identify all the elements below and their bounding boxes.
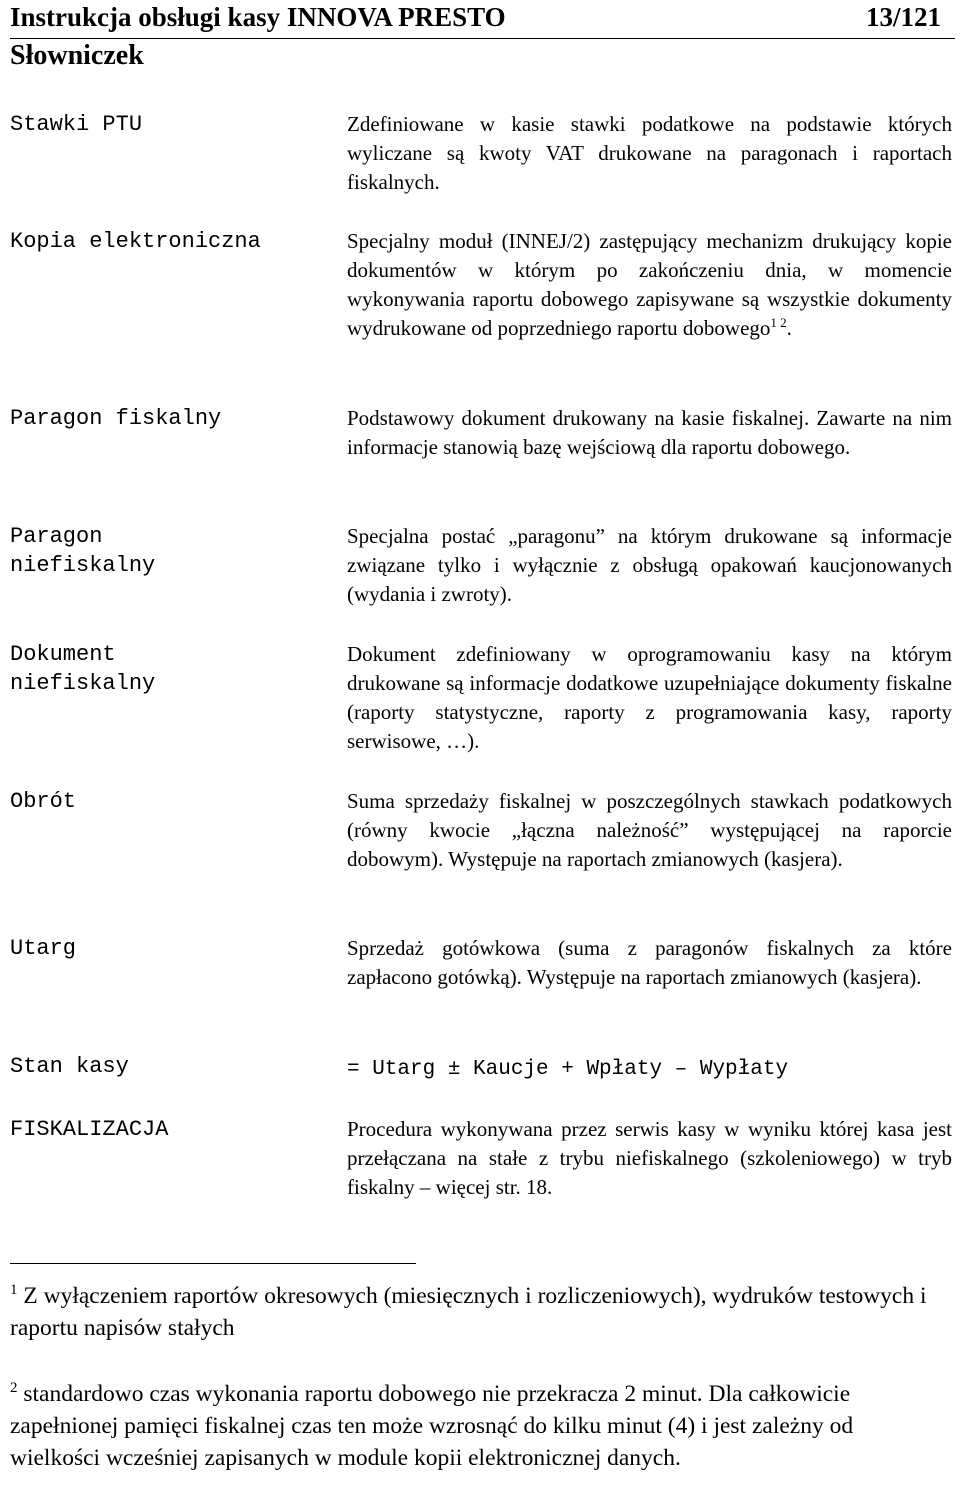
definition-kopia-elektroniczna [347, 227, 952, 343]
term-paragon-fiskalny: Paragon fiskalny [10, 406, 222, 431]
footnote-reference: 1 2 [770, 315, 787, 330]
term-stan-kasy: Stan kasy [10, 1054, 129, 1079]
footnote-mark: 1 [10, 1282, 18, 1299]
definition-text: Specjalny moduł (INNEJ/2) zastępujący mechanizm drukujący kopie dokumentów w którym po zakończeniu dnia, w momencie wykonywania raportu dobowego zapisywane są wszystkie dokumenty wydrukowane od poprzedniego raportu dobowego [347, 229, 952, 340]
definition-obrot: Suma sprzedaży fiskalnej w poszczególnych stawkach podatkowych (równy kwocie „łączna należność” występującej na raporcie dobowym). Występuje na raportach zmianowych (kasjera). [347, 789, 952, 871]
term-stawki-ptu: Stawki PTU [10, 112, 143, 137]
term-utarg: Utarg [10, 936, 77, 961]
footnote-text: Z wyłączeniem raportów okresowych (miesięcznych i rozliczeniowych), wydruków testowych i raportu napisów stałych [10, 1283, 927, 1341]
page-header [10, 0, 955, 39]
definition-paragon-niefiskalny: Specjalna postać „paragonu” na którym drukowane są informacje związane tylko i wyłącznie z obsługą opakowań kaucjonowanych (wydania i zwroty). [347, 524, 952, 606]
term-dokument-niefiskalny: Dokument niefiskalny [10, 642, 156, 696]
footnote-text: standardowo czas wykonania raportu dobowego nie przekracza 2 minut. Dla całkowicie zapełnionej pamięci fiskalnej czas ten może wzrosnąć do kilku minut (4) i jest zależny od wielkości wcześniej zapisanych w module kopii elektronicznej danych. [10, 1381, 854, 1471]
term-kopia-elektroniczna: Kopia elektroniczna [10, 229, 261, 254]
definition-utarg: Sprzedaż gotówkowa (suma z paragonów fiskalnych za które zapłacono gotówką). Występuje na raportach zmianowych (kasjera). [347, 936, 952, 989]
footnote-separator [10, 1263, 416, 1264]
term-fiskalizacja: FISKALIZACJA [10, 1117, 169, 1142]
definition-dokument-niefiskalny: Dokument zdefiniowany w oprogramowaniu kasy na którym drukowane są informacje dodatkowe uzupełniające dokumenty fiskalne (raporty statystyczne, raporty z programowania kasy, raporty serwisowe, …). [347, 642, 952, 753]
document-title: Instrukcja obsługi kasy INNOVA PRESTO [10, 2, 506, 32]
footnote-mark: 2 [10, 1380, 18, 1397]
footnote-1 [10, 1280, 930, 1344]
definition-end: . [786, 316, 792, 340]
definition-paragon-fiskalny: Podstawowy dokument drukowany na kasie fiskalnej. Zawarte na nim informacje stanowią bazę wejściową dla raportu dobowego. [347, 406, 952, 459]
footnote-2 [10, 1378, 930, 1474]
page-number: 13/121 [865, 2, 941, 32]
term-paragon-niefiskalny: Paragon niefiskalny [10, 524, 156, 578]
definition-fiskalizacja: Procedura wykonywana przez serwis kasy w wyniku której kasa jest przełączana na stałe z trybu niefiskalnego (szkoleniowego) w tryb fiskalny – więcej str. 18. [347, 1117, 952, 1199]
definition-stan-kasy: = Utarg ± Kaucje + Wpłaty – Wypłaty [347, 1058, 789, 1081]
section-title: Słowniczek [10, 40, 144, 71]
term-obrot: Obrót [10, 789, 77, 814]
definition-stawki-ptu: Zdefiniowane w kasie stawki podatkowe na podstawie których wyliczane są kwoty VAT drukowane na paragonach i raportach fiskalnych. [347, 112, 952, 194]
